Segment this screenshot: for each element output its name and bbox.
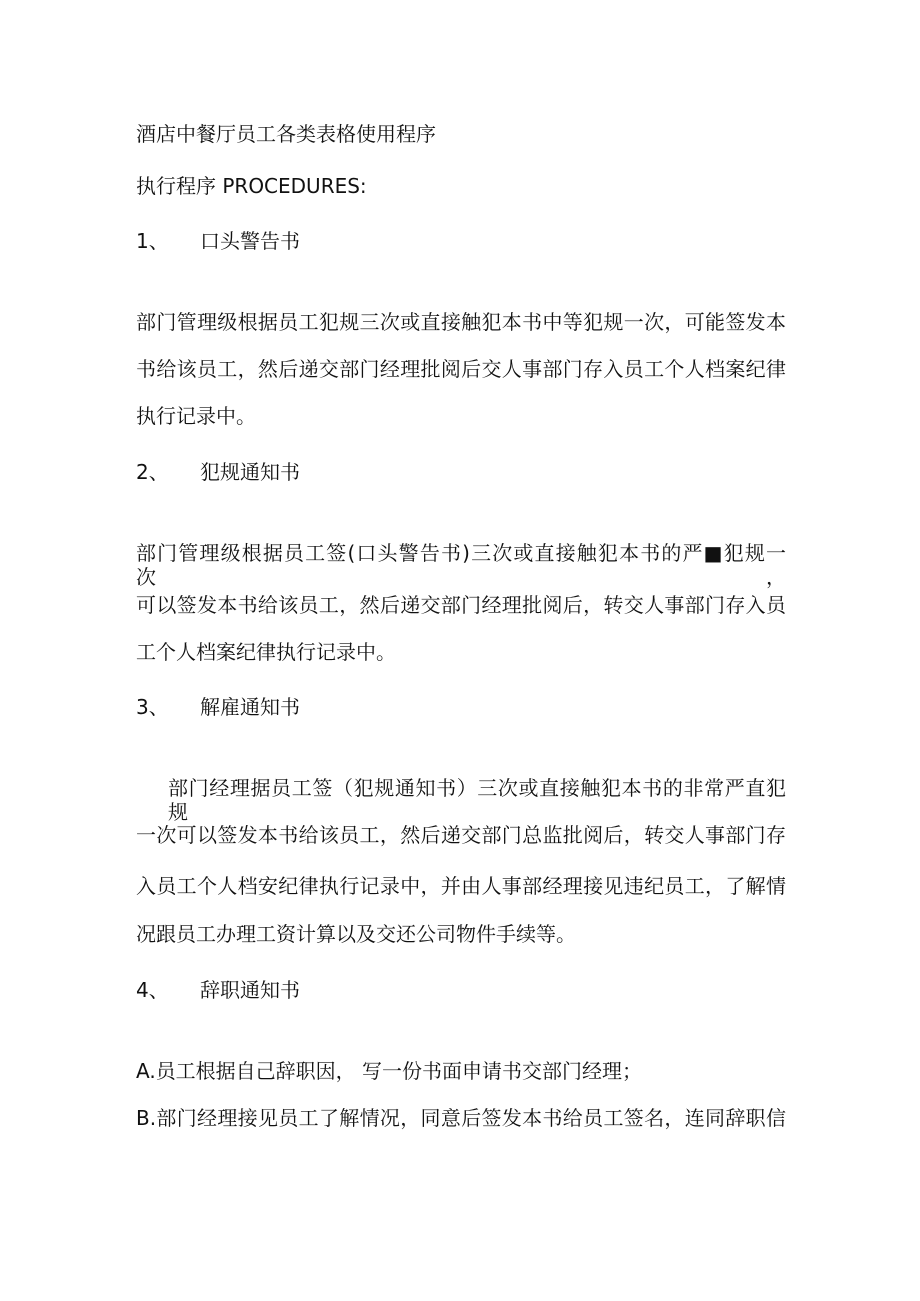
paragraph-line: 入员工个人档安纪律执行记录中，并由人事部经理接见违纪员工，了解情 [136,874,786,898]
section-heading: 犯规通知书 [200,460,300,484]
paragraph-line: 可以签发本书给该员工，然后递交部门经理批阅后，转交人事部门存入员 [136,593,786,617]
list-item: A.员工根据自己辞职因， 写一份书面申请书交部门经理； [136,1059,643,1083]
section-heading: 解雇通知书 [200,695,300,719]
paragraph-line: 一次可以签发本书给该员工，然后递交部门总监批阅后，转交人事部门存 [136,823,786,847]
section-number: 4、 [136,978,169,1002]
document-subtitle: 执行程序 PROCEDURES: [136,174,367,198]
document-title: 酒店中餐厅员工各类表格使用程序 [136,122,436,146]
section-number: 1、 [136,229,169,253]
paragraph-line: 部门管理级根据员工签(口头警告书)三次或直接触犯本书的严■犯规一次， [136,541,786,589]
section-number: 3、 [136,695,169,719]
section-heading: 辞职通知书 [200,978,300,1002]
section-heading: 口头警告书 [200,229,300,253]
paragraph-line: 执行记录中。 [136,404,256,428]
paragraph-line: 工个人档案纪律执行记录中。 [136,640,396,664]
list-item: B.部门经理接见员工了解情况，同意后签发本书给员工签名，连同辞职信 [136,1106,786,1130]
section-number: 2、 [136,460,169,484]
paragraph-line: 部门经理据员工签（犯规通知书）三次或直接触犯本书的非常严直犯规 [168,776,786,824]
paragraph-line: 书给该员工，然后递交部门经理批阅后交人事部门存入员工个人档案纪律 [136,357,786,381]
paragraph-line: 况跟员工办理工资计算以及交还公司物件手续等。 [136,922,576,946]
paragraph-line: 部门管理级根据员工犯规三次或直接触犯本书中等犯规一次，可能签发本 [136,310,786,334]
